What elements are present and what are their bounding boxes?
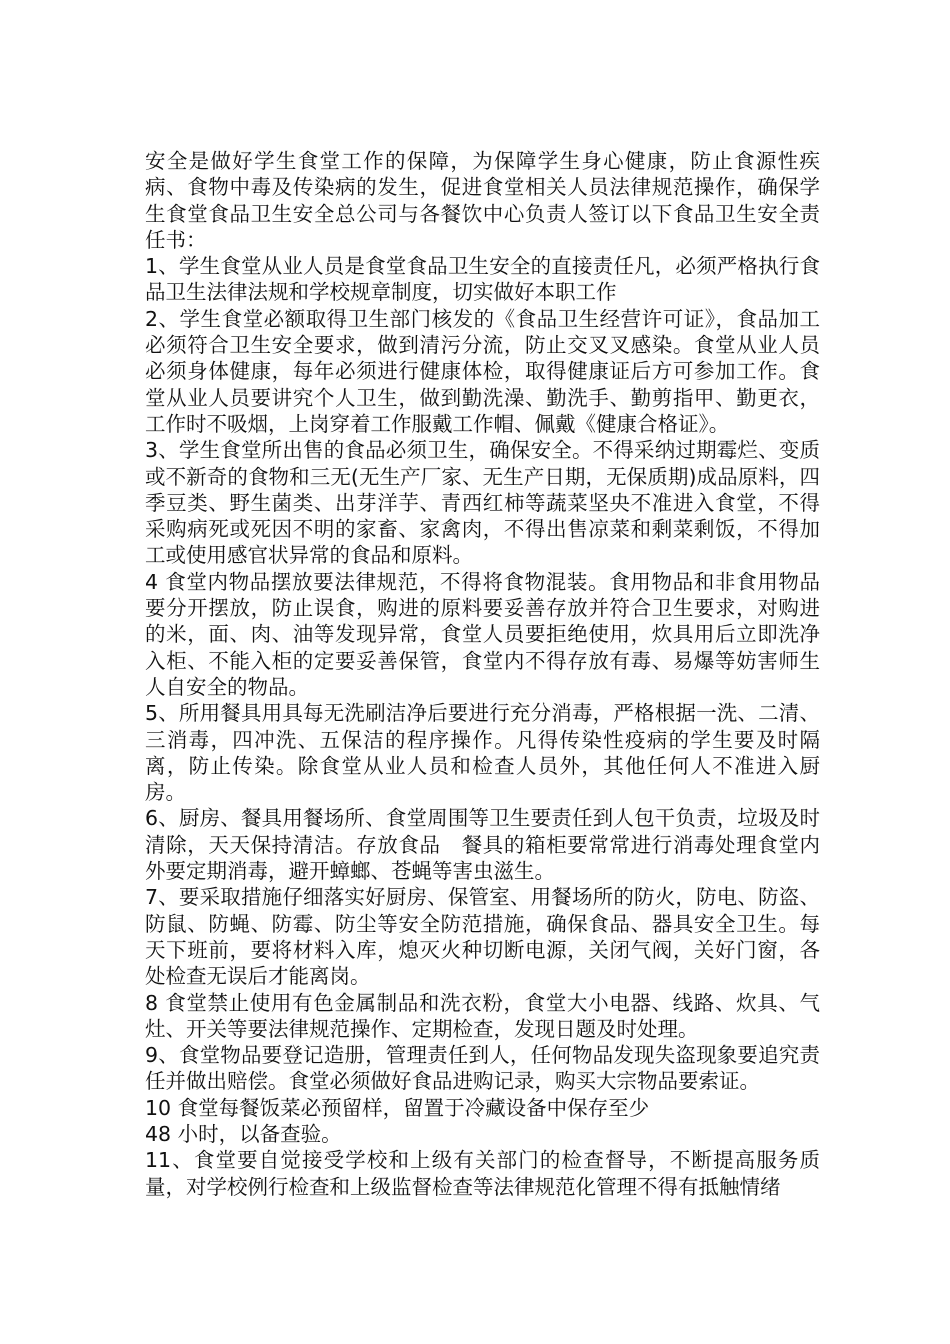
clause-5-paragraph: 5、所用餐具用具每无洗刷洁净后要进行充分消毒，严格根据一洗、二清、三消毒，四冲洗、五保洁的程序操作。凡得传染性疫病的学生要及时隔离，防止传染。除食堂从业人员和检查人员外，其他任何人不准进入厨房。 — [145, 701, 820, 805]
clause-8-paragraph: 8 食堂禁止使用有色金属制品和洗衣粉，食堂大小电器、线路、炊具、气灶、开关等要法律规范操作、定期检查，发现日题及时处理。 — [145, 990, 820, 1041]
clause-10-paragraph: 10 食堂每餐饭菜必预留样，留置于冷藏设备中保存至少 — [145, 1095, 650, 1120]
clause-6-paragraph: 6、厨房、餐具用餐场所、食堂周围等卫生要责任到人包干负责，垃圾及时清除，天天保持清洁。存放食品 餐具的箱柜要常常进行消毒处理食堂内外要定期消毒，避开蟑螂、苍蝇等害虫滋生。 — [145, 806, 820, 884]
clause-1-paragraph: 1、学生食堂从业人员是食堂食品卫生安全的直接责任凡，必须严格执行食品卫生法律法规和学校规章制度，切实做好本职工作 — [145, 254, 820, 305]
intro-paragraph: 安全是做好学生食堂工作的保障，为保障学生身心健康，防止食源性疾病、食物中毒及传染病的发生，促进食堂相关人员法律规范操作，确保学生食堂食品卫生安全总公司与各餐饮中心负责人签订以下食品卫生安全责任书： — [145, 149, 820, 252]
clause-11-paragraph: 11、食堂要自觉接受学校和上级有关部门的检查督导，不断提高服务质量，对学校例行检查和上级监督检查等法律规范化管理不得有抵触情绪 — [145, 1148, 820, 1199]
clause-2-paragraph: 2、学生食堂必额取得卫生部门核发的《食品卫生经营许可证》，食品加工必须符合卫生安全要求，做到清污分流，防止交叉叉感染。食堂从业人员必须身体健康，每年必须进行健康体检，取得健康证后方可参加工作。食堂从业人员要讲究个人卫生，做到勤洗澡、勤洗手、勤剪指甲、勤更衣，工作时不吸烟，上岗穿着工作服戴工作帽、佩戴《健康合格证》。 — [145, 306, 820, 436]
clause-10-continuation: 48 小时，以备查验。 — [145, 1121, 342, 1146]
document-body — [145, 148, 820, 1200]
clause-9-paragraph: 9、食堂物品要登记造册，管理责任到人，任何物品发现失盗现象要追究责任并做出赔偿。食堂必须做好食品进购记录，购买大宗物品要索证。 — [145, 1043, 820, 1094]
clause-7-paragraph: 7、要采取措施仔细落实好厨房、保管室、用餐场所的防火，防电、防盗、防鼠、防蝇、防霉、防尘等安全防范措施，确保食品、器具安全卫生。每天下班前，要将材料入库，熄灭火种切断电源，关闭气阀，关好门窗，各处检查无误后才能离岗。 — [145, 885, 820, 989]
clause-3-paragraph: 3、学生食堂所出售的食品必须卫生，确保安全。不得采纳过期霉烂、变质或不新奇的食物和三无(无生产厂家、无生产日期，无保质期)成品原料，四季豆类、野生菌类、出芽洋芋、青西红柿等蔬菜坚央不准进入食堂，不得采购病死或死因不明的家畜、家禽肉，不得出售凉菜和剩菜剩饭，不得加工或使用感官状异常的食品和原料。 — [145, 438, 820, 568]
clause-4-paragraph: 4 食堂内物品摆放要法律规范，不得将食物混装。食用物品和非食用物品要分开摆放，防止误食，购进的原料要妥善存放并符合卫生要求，对购进的米，面、肉、油等发现异常，食堂人员要拒绝使用，炊具用后立即洗净入柜、不能入柜的定要妥善保管，食堂内不得存放有毒、易爆等妨害师生人自安全的物品。 — [145, 569, 820, 699]
